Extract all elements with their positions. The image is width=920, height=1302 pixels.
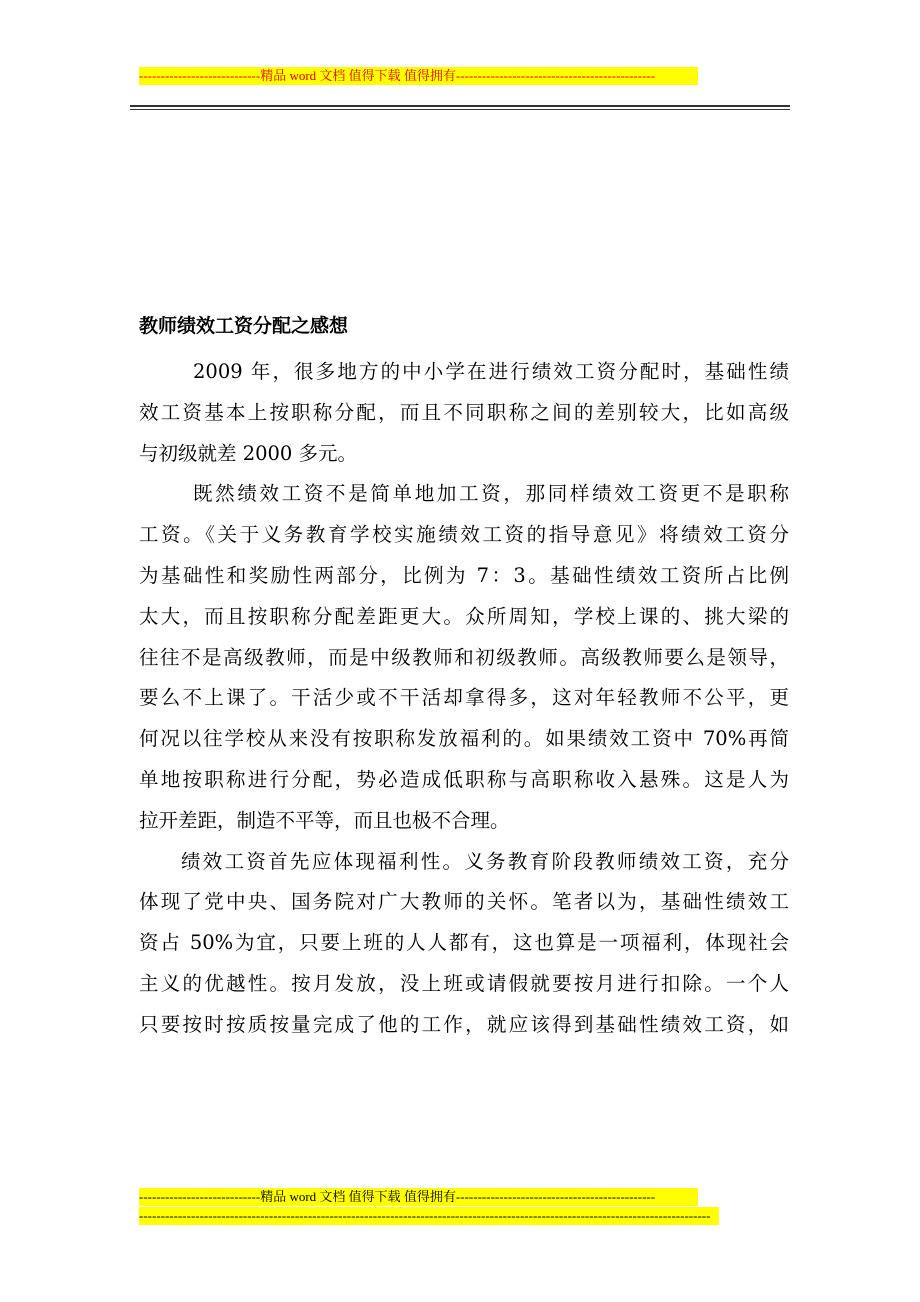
text-line: 效工资基本上按职称分配，而且不同职称之间的差别较大，比如高级: [139, 400, 789, 424]
text-line: 何况以往学校从来没有按职称发放福利的。如果绩效工资中 70%再简: [139, 727, 789, 751]
paragraph-1: [139, 352, 789, 474]
text-line: 绩效工资首先应体现福利性。义务教育阶段教师绩效工资，充分: [181, 849, 789, 873]
footer-banner: ----------------------------精品 word 文档 值得下载 值得拥有----------------------------------------------: [139, 1188, 698, 1206]
text-line: 主义的优越性。按月发放，没上班或请假就要按月进行扣除。一个人: [139, 971, 789, 995]
paragraph-3: [139, 842, 789, 1046]
text-line: 往往不是高级教师，而是中级教师和初级教师。高级教师要么是领导，: [139, 645, 789, 669]
text-line: 资占 50%为宜，只要上班的人人都有，这也算是一项福利，体现社会: [139, 931, 789, 955]
text-line: 为基础性和奖励性两部分，比例为 7：3。基础性绩效工资所占比例: [139, 563, 789, 587]
paragraph-2: [139, 474, 789, 841]
document-body: [139, 352, 789, 1046]
text-line: 只要按时按质按量完成了他的工作，就应该得到基础性绩效工资，如: [139, 1012, 789, 1036]
text-line: 体现了党中央、国务院对广大教师的关怀。笔者以为，基础性绩效工: [139, 890, 789, 914]
text-line: 要么不上课了。干活少或不干活却拿得多，这对年轻教师不公平，更: [139, 686, 789, 710]
document-title: 教师绩效工资分配之感想: [139, 315, 349, 337]
text-line: 工资。《关于义务教育学校实施绩效工资的指导意见》将绩效工资分: [139, 523, 789, 547]
footer-dashes: ------------------------------------------------------------------------------------------------------------------------------------: [139, 1207, 719, 1225]
text-line: 既然绩效工资不是简单地加工资，那同样绩效工资更不是职称: [193, 482, 789, 506]
text-line: 与初级就差 2000 多元。: [139, 441, 358, 465]
text-line: 2009 年，很多地方的中小学在进行绩效工资分配时，基础性绩: [193, 360, 789, 383]
text-line: 拉开差距，制造不平等，而且也极不合理。: [139, 808, 510, 832]
text-line: 太大，而且按职称分配差距更大。众所周知，学校上课的、挑大梁的: [139, 604, 789, 628]
header-banner: ----------------------------精品 word 文档 值得下载 值得拥有----------------------------------------------: [139, 67, 698, 85]
text-line: 单地按职称进行分配，势必造成低职称与高职称收入悬殊。这是人为: [139, 767, 789, 791]
header-rule: [130, 105, 790, 110]
